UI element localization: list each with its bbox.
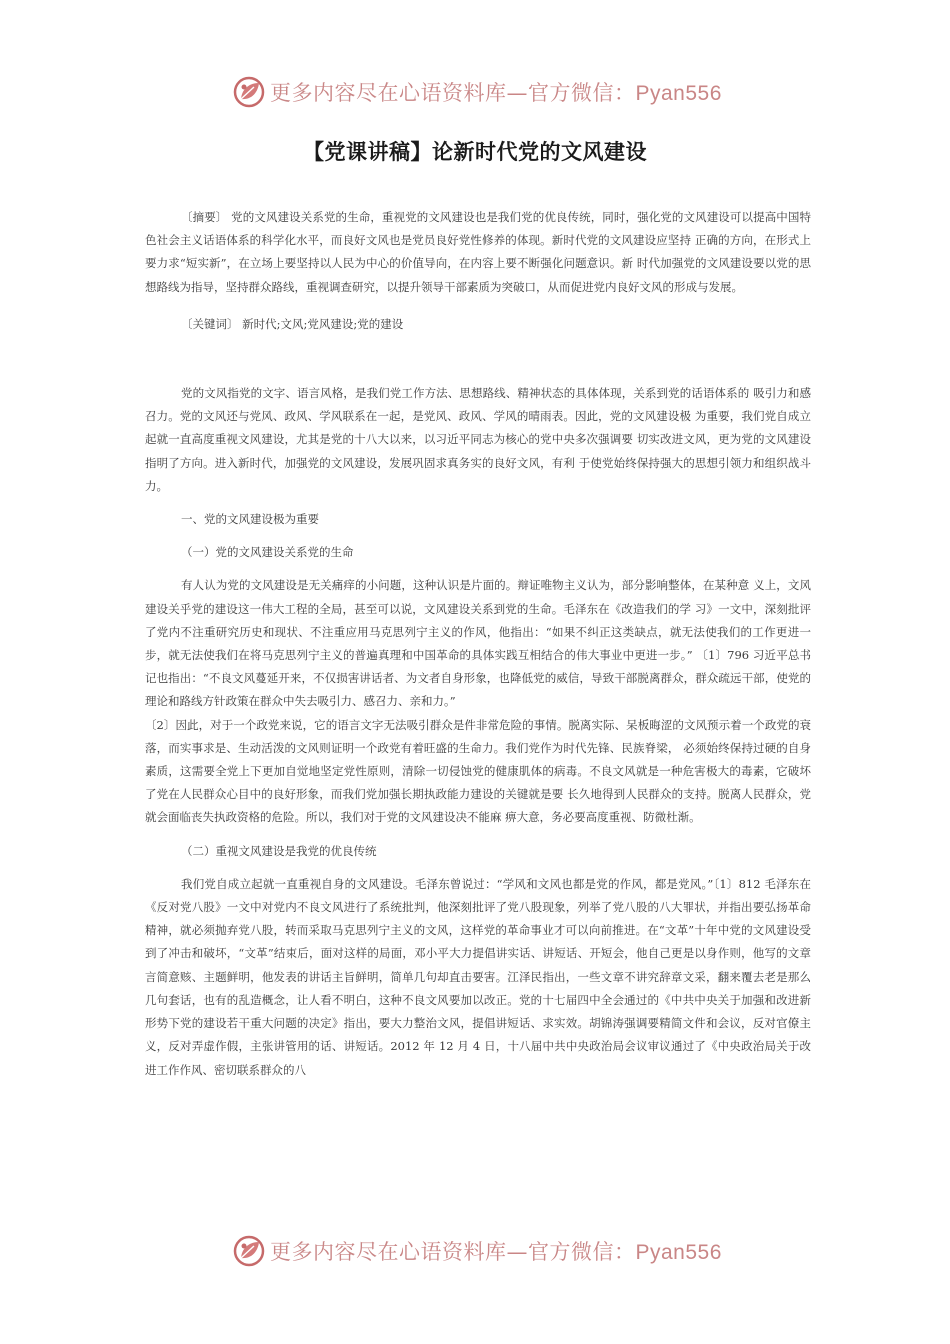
- document-body: [145, 206, 811, 1082]
- red-leaf-logo-icon: [232, 1234, 266, 1268]
- subsection-heading-1: （一）党的文风建设关系党的生命: [181, 545, 354, 560]
- page-title: 【党课讲稿】论新时代党的文风建设: [303, 140, 647, 164]
- body-paragraph-3: 我们党自成立起就一直重视自身的文风建设。毛泽东曾说过：“学风和文风也都是党的作风，都是党风。”〔1〕812 毛泽东在《反对党八股》一文中对党内不良文风进行了系统批判，他深刻批评了党八股现象，列举了党八股的八大罪状，并指出要弘扬革命精神，就必须抛弃党八股，转而采取马克思列宁主义的文风，这样党的革命事业才可以向前推进。在“文革”十年中党的文风建设受到了冲击和破坏，“文革”结束后，面对这样的局面，邓小平大力提倡讲实话、讲短话、开短会，他自己更是以身作则，他写的文章言简意赅、主题鲜明，他发表的讲话主旨鲜明，简单几句却直击要害。江泽民指出，一些文章不讲究辞章文采，翻来覆去老是那么几句套话，也有的乱造概念，让人看不明白，这种不良文风要加以改正。党的十七届四中全会通过的《中共中央关于加强和改进新形势下党的建设若干重大问题的决定》指出，要大力整治文风，提倡讲短话、求实效。胡锦涛强调要精简文件和会议，反对官僚主义，反对弄虚作假，主张讲管用的话、讲短话。2012 年 12 月 4 日，十八届中共中央政治局会议审议通过了《中央政治局关于改进工作作风、密切联系群众的八: [145, 876, 811, 1077]
- subsection-heading-2: （二）重视文风建设是我党的优良传统: [181, 843, 377, 858]
- header-banner: [232, 74, 722, 110]
- footer-banner: [232, 1233, 722, 1269]
- abstract-paragraph: 〔摘要〕 党的文风建设关系党的生命，重视党的文风建设也是我们党的优良传统，同时，强化党的文风建设可以提高中国特色社会主义话语体系的科学化水平，而良好文风也是党员良好党性修养的体现。新时代党的文风建设应坚持 正确的方向，在形式上要力求“短实新”，在立场上要坚持以人民为中心的价值导向，在内容上要不断强化问题意识。新 时代加强党的文风建设要以党的思想路线为指导，坚持群众路线，重视调查研究，以提升领导干部素质为突破口，从而促进党内良好文风的形成与发展。: [145, 210, 811, 294]
- body-paragraph-2: 〔2〕因此，对于一个政党来说，它的语言文字无法吸引群众是件非常危险的事情。脱离实际、呆板晦涩的文风预示着一个政党的衰落，而实事求是、生动活泼的文风则证明一个政党有着旺盛的生命力。我们党作为时代先锋、民族脊梁， 必须始终保持过硬的自身素质，这需要全党上下更加自觉地坚定党性原则，清除一切侵蚀党的健康肌体的病毒。不良文风就是一种危害极大的毒素，它破坏了党在人民群众心目中的良好形象，而我们党加强长期执政能力建设的关键就是要 长久地得到人民群众的支持。脱离人民群众，党就会面临丧失执政资格的危险。所以，我们对于党的文风建设决不能麻 痹大意，务必要高度重视、防微杜渐。: [145, 717, 811, 825]
- section-heading-1: 一、党的文风建设极为重要: [181, 512, 319, 527]
- keywords-paragraph: 〔关键词〕 新时代;文风;党风建设;党的建设: [181, 316, 404, 331]
- intro-paragraph: 党的文风指党的文字、语言风格，是我们党工作方法、思想路线、精神状态的具体体现，关系到党的话语体系的 吸引力和感召力。党的文风还与党风、政风、学风联系在一起，是党风、政风、学风的晴雨表。因此，党的文风建设极 为重要，我们党自成立起就一直高度重视文风建设，尤其是党的十八大以来，以习近平同志为核心的党中央多次强调要 切实改进文风，更为党的文风建设指明了方向。进入新时代，加强党的文风建设，发展巩固求真务实的良好文风，有利 于使党始终保持强大的思想引领力和组织战斗力。: [145, 386, 811, 493]
- body-paragraph-1: 有人认为党的文风建设是无关痛痒的小问题，这种认识是片面的。辩证唯物主义认为，部分影响整体，在某种意 义上，文风建设关乎党的建设这一伟大工程的全局，甚至可以说，文风建设关系到党的生命。毛泽东在《改造我们的学 习》一文中，深刻批评了党内不注重研究历史和现状、不注重应用马克思列宁主义的作风，他指出：“如果不纠正这类缺点，就无法使我们的工作更进一步，就无法使我们在将马克思列宁主义的普遍真理和中国革命的具体实践互相结合的伟大事业中更进一步。” 〔1〕796 习近平总书记也指出：“不良文风蔓延开来，不仅损害讲话者、为文者自身形象，也降低党的威信，导致干部脱离群众，群众疏远干部，使党的理论和路线方针政策在群众中失去吸引力、感召力、亲和力。”: [145, 578, 811, 709]
- banner-text: 更多内容尽在心语资料库—官方微信：Pyan556: [270, 1240, 722, 1264]
- banner-text: 更多内容尽在心语资料库—官方微信：Pyan556: [270, 81, 722, 105]
- wechat-id: Pyan556: [635, 1241, 722, 1264]
- red-leaf-logo-icon: [232, 75, 266, 109]
- wechat-id: Pyan556: [635, 82, 722, 105]
